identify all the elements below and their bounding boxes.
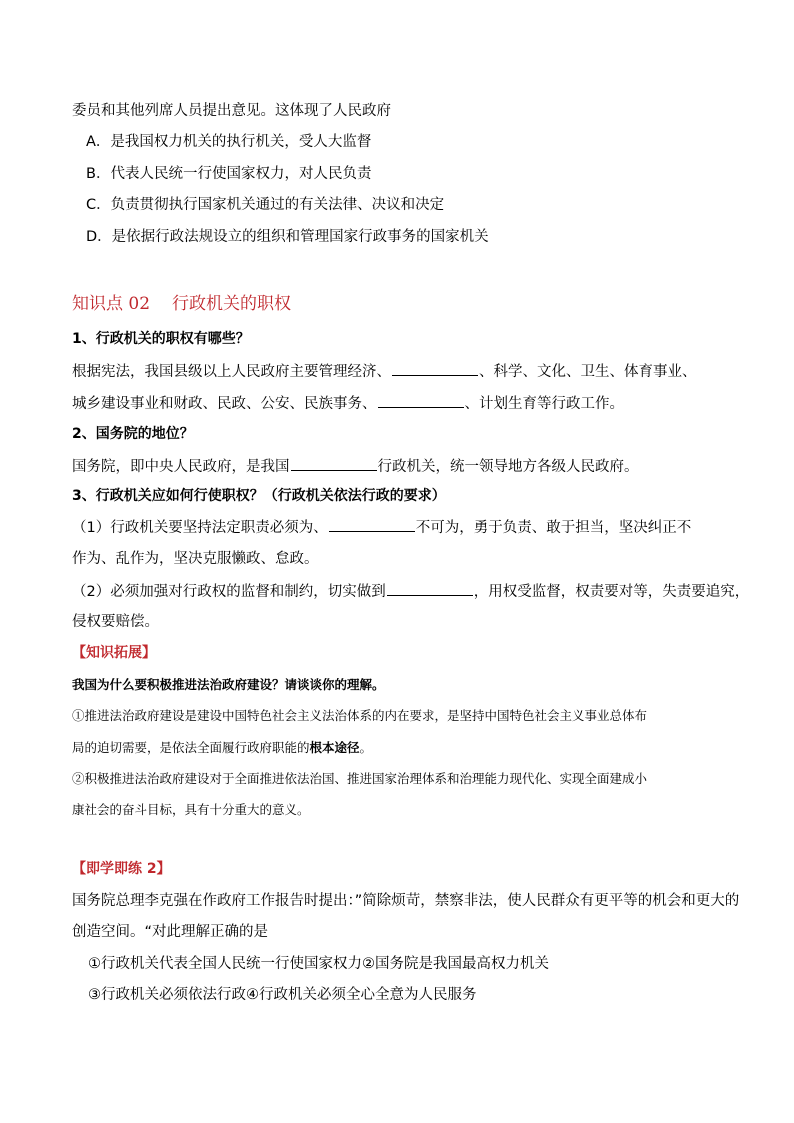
section-number: 知识点 02 [72,294,151,314]
fill-blank [387,581,473,596]
option-d: D．是依据行政法规设立的组织和管理国家行政事务的国家机关 [86,229,489,245]
option-c: C．负责贯彻执行国家机关通过的有关法律、决议和决定 [86,197,445,213]
practice-options-2: ③行政机关必须依法行政④行政机关必须全心全意为人民服务 [88,987,477,1003]
k1-heading: 1、行政机关的职权有哪些？ [72,331,250,347]
k2-line-1: 国务院，即中央人民政府，是我国 行政机关，统一领导地方各级人民政府。 [72,456,639,477]
extension-answer-2-line-1: ②积极推进法治政府建设对于全面推进依法治国、推进国家治理体系和治理能力现代化、实现全面建成小 [72,771,648,786]
k3-p1-line-1: （1）行政机关要坚持法定职责必须为、 不可为，勇于负责、敢于担当，坚决纠正不 [72,517,691,538]
fill-blank [392,361,478,376]
extension-answer-1-line-1: ①推进法治政府建设是建设中国特色社会主义法治体系的内在要求，是坚持中国特色社会主义事业总体布 [72,708,648,723]
practice-stem-line-2: 创造空间。“对此理解正确的是 [72,924,269,940]
k3-heading: 3、行政机关应如何行使职权？（行政机关依法行政的要求） [72,488,446,504]
extension-answer-1-line-2: 局的迫切需要，是依法全面履行政府职能的根本途径。 [72,740,373,755]
section-title [72,289,291,314]
k3-p2-line-1: （2）必须加强对行政权的监督和制约，切实做到 ，用权受监督，权责要对等，失责要追究， [72,581,749,602]
fill-blank [378,393,464,408]
k3-p2-line-2: 侵权要赔偿。 [72,614,159,630]
question-stem: 委员和其他列席人员提出意见。这体现了人民政府 [72,103,391,119]
extension-tag: 【知识拓展】 [72,645,156,661]
practice-stem-line-1: 国务院总理李克强在作政府工作报告时提出：”简除烦苛，禁察非法，使人民群众有更平等的机会和更大的 [72,893,740,909]
section-name: 行政机关的职权 [172,294,292,314]
extension-answer-2-line-2: 康社会的奋斗目标，具有十分重大的意义。 [72,802,310,817]
fill-blank [329,517,415,532]
option-a: A．是我国权力机关的执行机关，受人大监督 [86,134,372,150]
practice-options-1: ①行政机关代表全国人民统一行使国家权力②国务院是我国最高权力机关 [88,956,549,972]
fill-blank [291,456,377,471]
option-b: B．代表人民统一行使国家权力，对人民负责 [86,166,372,182]
k3-p1-line-2: 作为、乱作为，坚决克服懒政、怠政。 [72,551,319,567]
k1-line-1: 根据宪法，我国县级以上人民政府主要管理经济、 、科学、文化、卫生、体育事业、 [72,361,697,382]
k1-line-2: 城乡建设事业和财政、民政、公安、民族事务、 、计划生育等行政工作。 [72,393,624,414]
k2-heading: 2、国务院的地位？ [72,426,194,442]
extension-question: 我国为什么要积极推进法治政府建设？请谈谈你的理解。 [72,677,385,692]
practice-tag: 【即学即练 2】 [72,861,171,877]
